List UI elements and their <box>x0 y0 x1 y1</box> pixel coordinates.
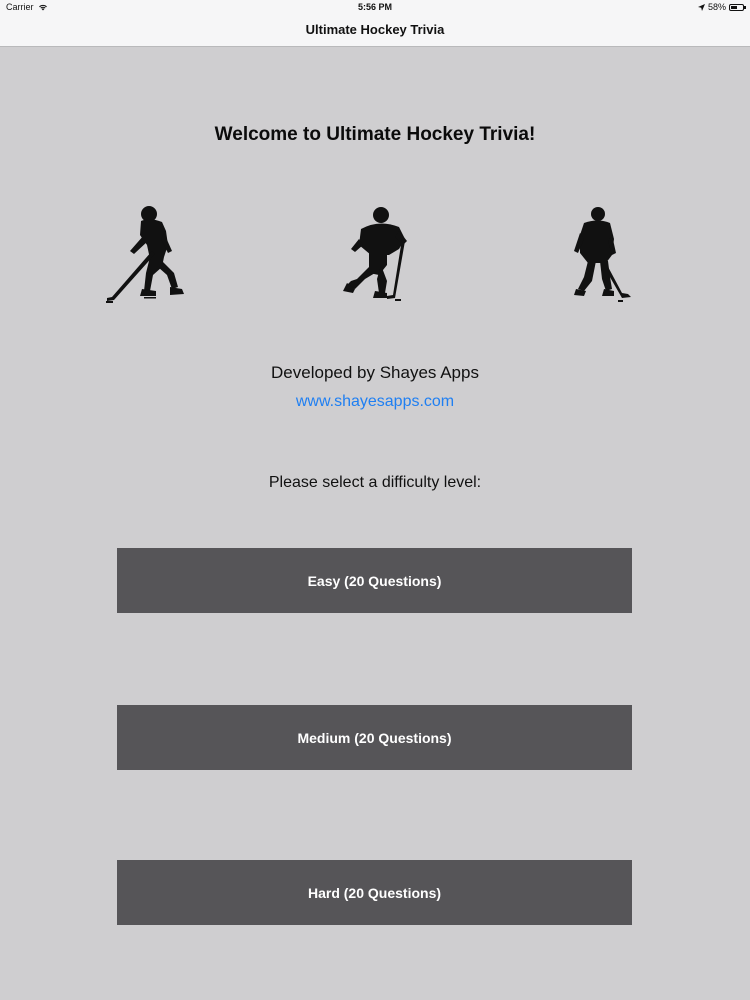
battery-icon <box>729 4 744 11</box>
hard-button[interactable]: Hard (20 Questions) <box>117 860 632 925</box>
battery-nub <box>744 6 746 9</box>
battery-percent: 58% <box>707 2 726 12</box>
status-time: 5:56 PM <box>357 2 392 12</box>
status-right <box>698 2 744 12</box>
medium-button[interactable]: Medium (20 Questions) <box>117 705 632 770</box>
carrier-label: Carrier <box>6 2 34 12</box>
hockey-player-icon <box>104 205 204 305</box>
status-bar <box>0 0 750 16</box>
hockey-player-icon <box>335 205 415 305</box>
developer-credit: Developed by Shayes Apps <box>271 363 479 382</box>
website-link[interactable]: www.shayesapps.com <box>295 393 455 410</box>
easy-button[interactable]: Easy (20 Questions) <box>117 548 632 613</box>
navigation-bar <box>0 0 750 47</box>
nav-title: Ultimate Hockey Trivia <box>305 22 445 37</box>
battery-fill <box>731 6 737 9</box>
location-icon <box>698 4 705 11</box>
hockey-player-icon <box>556 205 636 305</box>
welcome-heading: Welcome to Ultimate Hockey Trivia! <box>214 124 536 145</box>
difficulty-prompt: Please select a difficulty level: <box>268 474 482 491</box>
